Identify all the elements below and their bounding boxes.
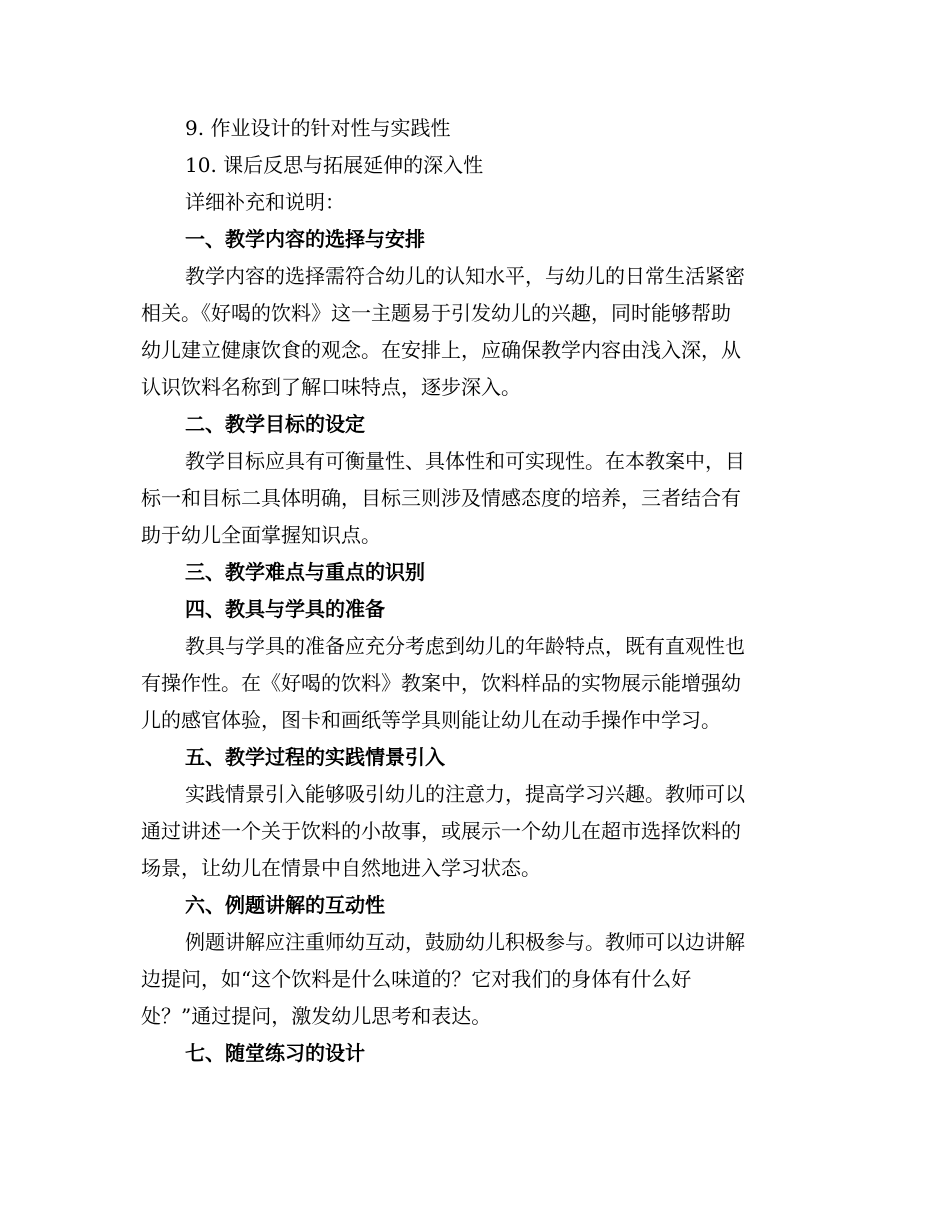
paragraph-line: 儿的感官体验，图卡和画纸等学具则能让幼儿在动手操作中学习。 [141, 708, 721, 732]
list-item: 9. 作业设计的针对性与实践性 [185, 116, 451, 140]
paragraph-line: 实践情景引入能够吸引幼儿的注意力，提高学习兴趣。教师可以 [185, 782, 745, 806]
paragraph-line: 边提问，如“这个饮料是什么味道的？它对我们的身体有什么好 [141, 967, 692, 991]
paragraph-line: 幼儿建立健康饮食的观念。在安排上，应确保教学内容由浅入深，从 [141, 338, 741, 362]
paragraph-line: 有操作性。在《好喝的饮料》教案中，饮料样品的实物展示能增强幼 [141, 671, 741, 695]
paragraph-line: 教学目标应具有可衡量性、具体性和可实现性。在本教案中，目 [185, 449, 745, 473]
section-heading: 四、教具与学具的准备 [185, 597, 385, 621]
section-heading: 六、例题讲解的互动性 [185, 893, 385, 917]
paragraph-line: 认识饮料名称到了解口味特点，逐步深入。 [141, 375, 521, 399]
paragraph-line: 例题讲解应注重师幼互动，鼓励幼儿积极参与。教师可以边讲解 [185, 930, 745, 954]
paragraph-line: 标一和目标二具体明确，目标三则涉及情感态度的培养，三者结合有 [141, 486, 741, 510]
list-item: 10. 课后反思与拓展延伸的深入性 [185, 153, 484, 177]
paragraph-line: 处？”通过提问，激发幼儿思考和表达。 [141, 1004, 492, 1028]
section-heading: 一、教学内容的选择与安排 [185, 227, 425, 251]
section-heading: 五、教学过程的实践情景引入 [185, 745, 445, 769]
paragraph-line: 教具与学具的准备应充分考虑到幼儿的年龄特点，既有直观性也 [185, 634, 745, 658]
paragraph-line: 助于幼儿全面掌握知识点。 [141, 523, 381, 547]
section-heading: 二、教学目标的设定 [185, 412, 365, 436]
section-heading: 三、教学难点与重点的识别 [185, 560, 425, 584]
paragraph-line: 场景，让幼儿在情景中自然地进入学习状态。 [141, 856, 541, 880]
paragraph-line: 相关。《好喝的饮料》这一主题易于引发幼儿的兴趣，同时能够帮助 [141, 301, 731, 325]
section-heading: 七、随堂练习的设计 [185, 1041, 365, 1065]
paragraph-line: 通过讲述一个关于饮料的小故事，或展示一个幼儿在超市选择饮料的 [141, 819, 741, 843]
intro-text: 详细补充和说明： [185, 190, 345, 214]
document-body [141, 110, 806, 1072]
paragraph-line: 教学内容的选择需符合幼儿的认知水平，与幼儿的日常生活紧密 [185, 264, 745, 288]
